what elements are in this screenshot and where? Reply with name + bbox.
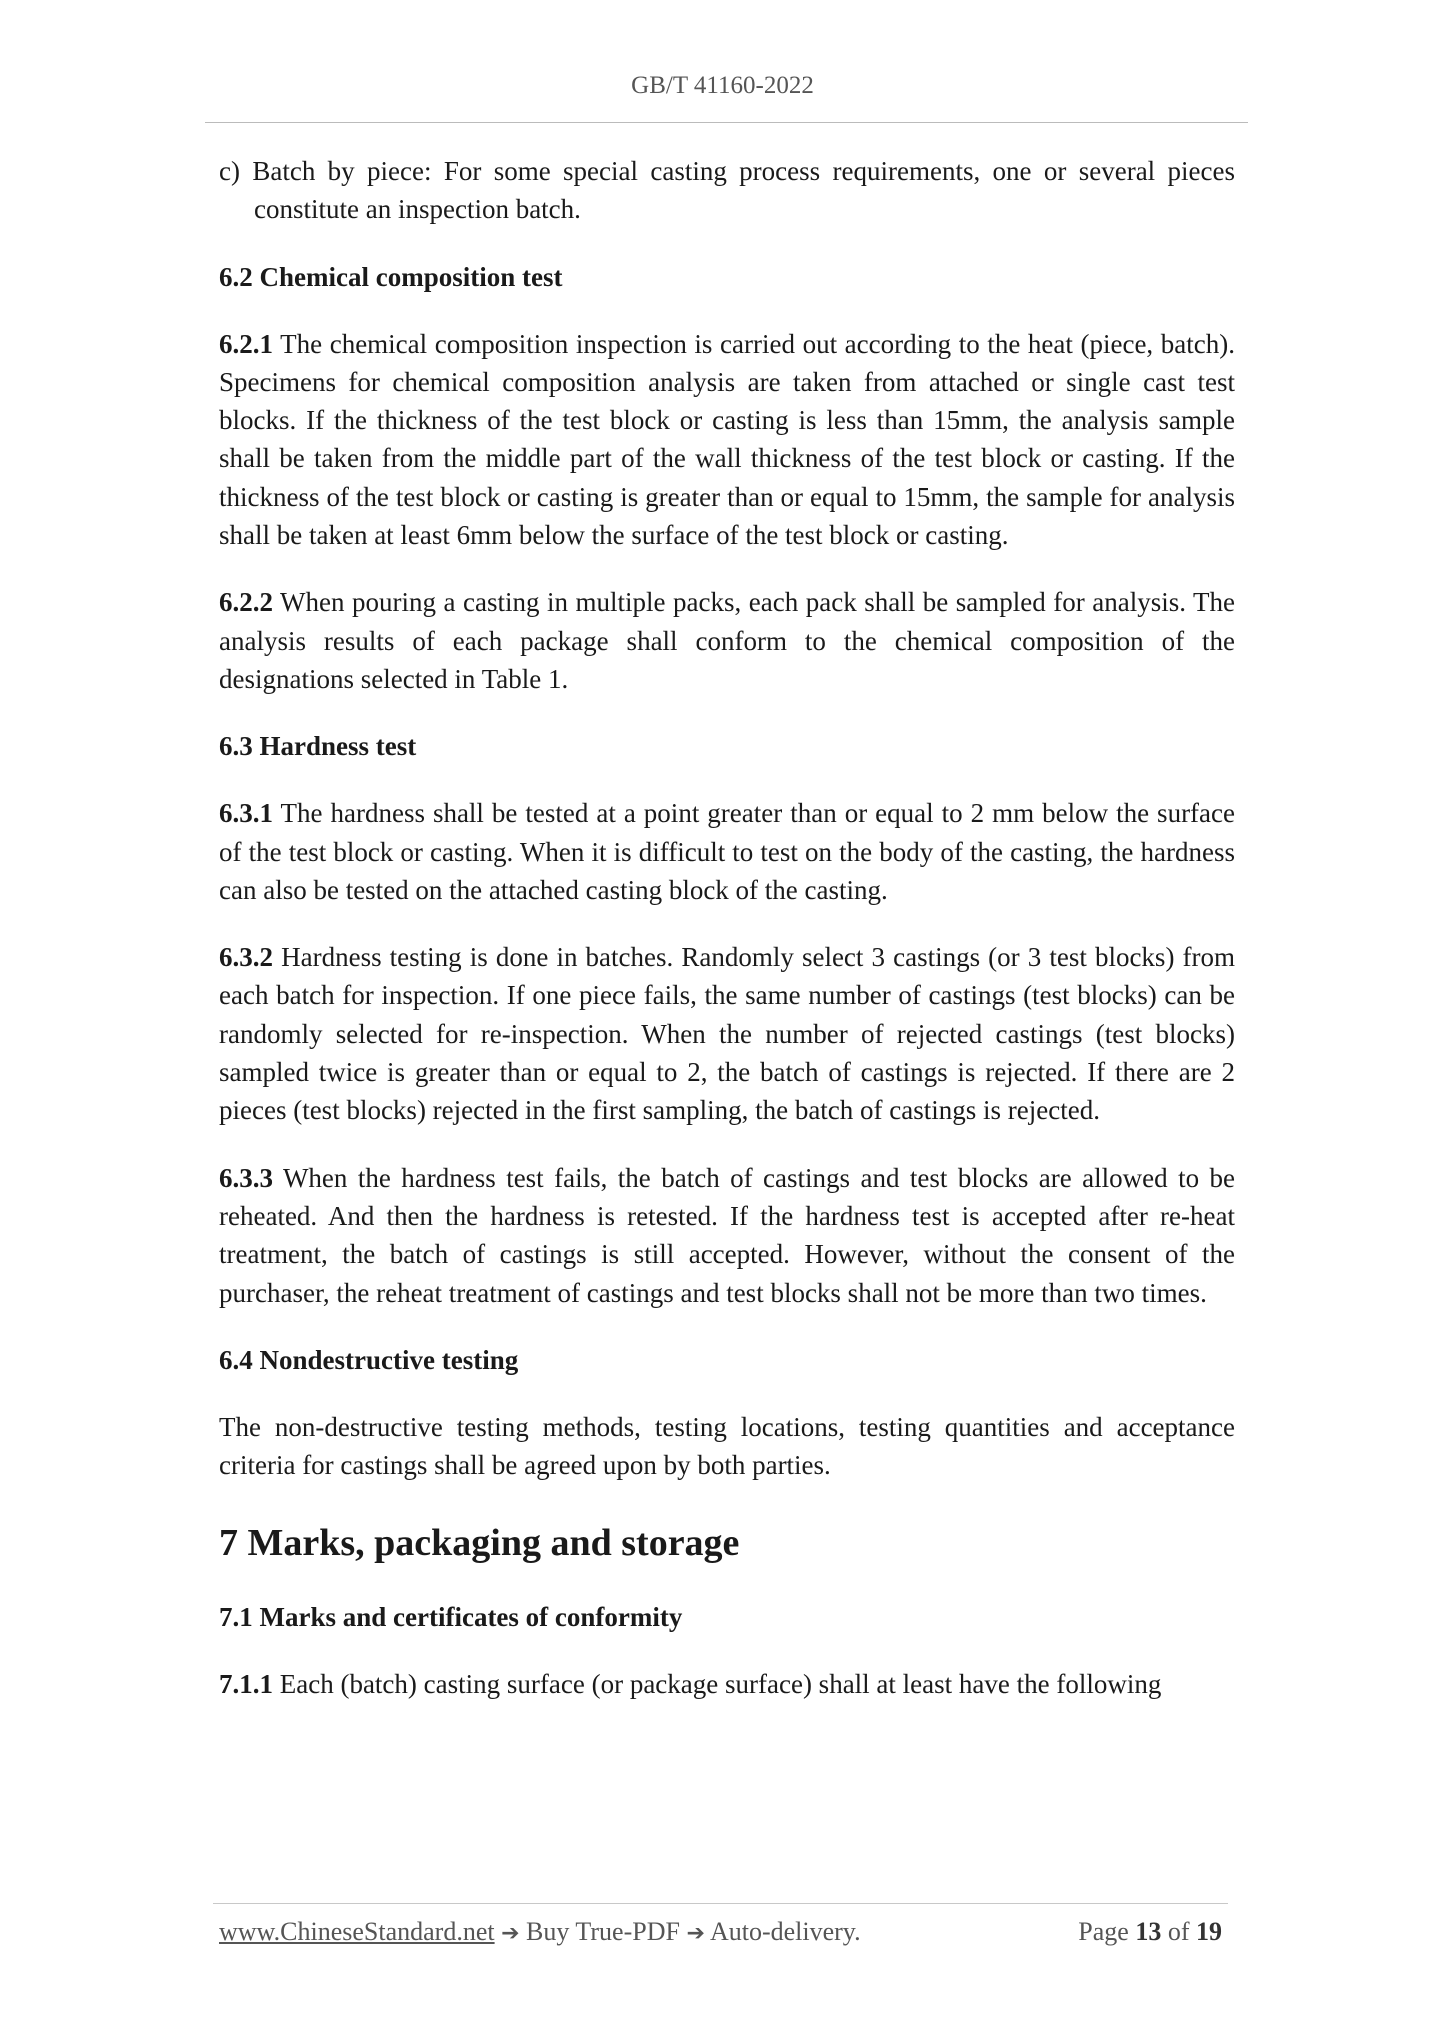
section-heading-7-1: 7.1 Marks and certificates of conformity — [219, 1602, 683, 1633]
clause-6-3-1 — [219, 794, 1235, 909]
page-word: Page — [1078, 1917, 1129, 1946]
clause-text: Each (batch) casting surface (or package surface) shall at least have the following — [279, 1669, 1162, 1700]
auto-delivery-text: Auto-delivery. — [709, 1917, 861, 1946]
of-word: of — [1167, 1917, 1190, 1946]
clause-number: 7.1.1 — [219, 1669, 273, 1700]
header-rule — [205, 122, 1248, 123]
clause-number: 6.2.2 — [219, 587, 273, 618]
document-body — [219, 152, 1235, 1733]
clause-number: 6.3.3 — [219, 1162, 273, 1193]
clause-number: 6.3.2 — [219, 942, 273, 973]
clause-text: When the hardness test fails, the batch of castings and test blocks are allowed to be reheated. And then the hardness is retested. If the hardness test is accepted after re-heat treatment, the batch of castings is still accepted. However, without the consent of the purchaser, the reheat treatment of castings and test blocks shall not be more than two times. — [219, 1162, 1235, 1308]
clause-6-2-2 — [219, 583, 1235, 698]
clause-7-1-1 — [219, 1665, 1235, 1703]
clause-number: 6.3.1 — [219, 798, 273, 829]
section-heading-6-3: 6.3 Hardness test — [219, 731, 417, 762]
clause-6-2-1 — [219, 325, 1235, 555]
chapter-heading-7: 7 Marks, packaging and storage — [219, 1522, 740, 1565]
clause-text: When pouring a casting in multiple packs, each pack shall be sampled for analysis. The analysis results of each package shall conform to the chemical composition of the designations selected in Table 1. — [219, 587, 1235, 694]
clause-6-3-3 — [219, 1159, 1235, 1312]
clause-text: The hardness shall be tested at a point greater than or equal to 2 mm below the surface of the test block or casting. When it is difficult to test on the body of the casting, the hardness can also be tested on the attached casting block of the casting. — [219, 798, 1235, 905]
website-link[interactable]: www.ChineseStandard.net — [219, 1917, 495, 1946]
document-header: GB/T 41160-2022 — [631, 72, 814, 99]
clause-6-3-2 — [219, 938, 1235, 1129]
arrow-right-icon: ➔ — [501, 1921, 520, 1946]
page-footer — [219, 1917, 1228, 1947]
list-item-c — [186, 152, 1235, 229]
clause-number: 6.2.1 — [219, 328, 273, 359]
section-heading-6-4: 6.4 Nondestructive testing — [219, 1344, 519, 1375]
total-pages-number: 19 — [1196, 1917, 1222, 1946]
section-heading-6-2: 6.2 Chemical composition test — [219, 261, 563, 292]
arrow-right-icon: ➔ — [686, 1921, 705, 1946]
list-item-text: Batch by piece: For some special casting process requirements, one or several pieces constitute an inspection batch. — [252, 156, 1235, 225]
buy-true-pdf-text: Buy True-PDF — [526, 1917, 680, 1946]
clause-text: Hardness testing is done in batches. Randomly select 3 castings (or 3 test blocks) from each batch for inspection. If one piece fails, the same number of castings (test blocks) can be randomly selected for re-inspection. When the number of rejected castings (test blocks) sampled twice is greater than or equal to 2, the batch of castings is rejected. If there are 2 pieces (test blocks) rejected in the first sampling, the batch of castings is rejected. — [219, 942, 1236, 1126]
current-page-number: 13 — [1135, 1917, 1162, 1946]
paragraph-6-4: The non-destructive testing methods, testing locations, testing quantities and acceptance criteria for castings shall be agreed upon by both parties. — [219, 1411, 1235, 1481]
list-item-label: c) — [219, 156, 240, 186]
footer-rule — [213, 1903, 1228, 1904]
clause-text: The chemical composition inspection is carried out according to the heat (piece, batch). Specimens for chemical composition analysis are taken from attached or single cast test blocks. If the thickness of the test block or casting is less than 15mm, the analysis sample shall be taken from the middle part of the wall thickness of the test block or casting. If the thickness of the test block or casting is greater than or equal to 15mm, the sample for analysis shall be taken at least 6mm below the surface of the test block or casting. — [219, 328, 1235, 551]
page-indicator — [1078, 1917, 1222, 1947]
